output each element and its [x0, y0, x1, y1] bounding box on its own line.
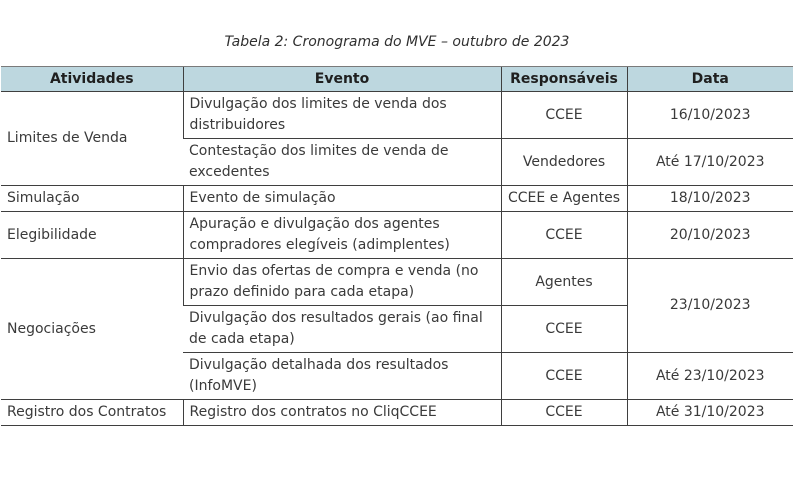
- event-cell: Contestação dos limites de venda de excedentes: [183, 139, 501, 186]
- date-cell: 16/10/2023: [627, 92, 793, 139]
- activity-cell: Negociações: [1, 259, 183, 400]
- event-cell: Evento de simulação: [183, 186, 501, 212]
- table-caption: Tabela 2: Cronograma do MVE – outubro de 2023: [224, 34, 570, 50]
- header-evento: Evento: [183, 67, 501, 92]
- event-cell: Registro dos contratos no CliqCCEE: [183, 400, 501, 426]
- table-row: [1, 212, 793, 259]
- table-header-row: [1, 67, 793, 92]
- table-row: [1, 259, 793, 306]
- event-cell: Divulgação detalhada dos resultados (InfoMVE): [183, 353, 501, 400]
- event-cell: Envio das ofertas de compra e venda (no prazo definido para cada etapa): [183, 259, 501, 306]
- event-cell: Divulgação dos resultados gerais (ao final de cada etapa): [183, 306, 501, 353]
- responsible-cell: Agentes: [501, 259, 627, 306]
- table-row: [1, 400, 793, 426]
- date-cell: Até 31/10/2023: [627, 400, 793, 426]
- date-cell: Até 17/10/2023: [627, 139, 793, 186]
- date-cell: 20/10/2023: [627, 212, 793, 259]
- header-data: Data: [627, 67, 793, 92]
- header-responsaveis: Responsáveis: [501, 67, 627, 92]
- schedule-table: [1, 66, 793, 426]
- header-atividades: Atividades: [1, 67, 183, 92]
- responsible-cell: CCEE: [501, 400, 627, 426]
- activity-cell: Simulação: [1, 186, 183, 212]
- responsible-cell: Vendedores: [501, 139, 627, 186]
- date-cell: Até 23/10/2023: [627, 353, 793, 400]
- table-row: [1, 186, 793, 212]
- activity-cell: Registro dos Contratos: [1, 400, 183, 426]
- activity-cell: Elegibilidade: [1, 212, 183, 259]
- date-cell: 23/10/2023: [627, 259, 793, 353]
- event-cell: Divulgação dos limites de venda dos distribuidores: [183, 92, 501, 139]
- responsible-cell: CCEE: [501, 212, 627, 259]
- activity-cell: Limites de Venda: [1, 92, 183, 186]
- responsible-cell: CCEE e Agentes: [501, 186, 627, 212]
- responsible-cell: CCEE: [501, 306, 627, 353]
- responsible-cell: CCEE: [501, 353, 627, 400]
- responsible-cell: CCEE: [501, 92, 627, 139]
- event-cell: Apuração e divulgação dos agentes compradores elegíveis (adimplentes): [183, 212, 501, 259]
- table-row: [1, 92, 793, 139]
- date-cell: 18/10/2023: [627, 186, 793, 212]
